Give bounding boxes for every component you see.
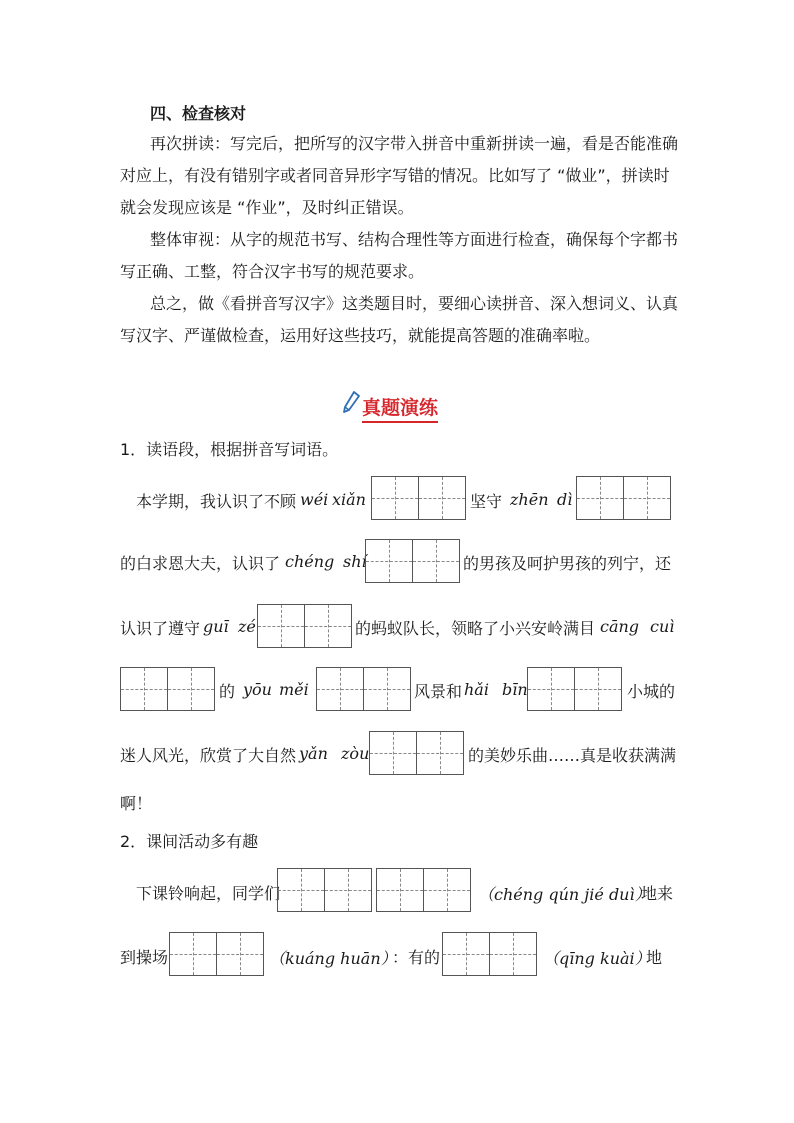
answer-grid[interactable]	[369, 731, 464, 775]
text-run: 认识了遵守	[120, 619, 201, 638]
answer-grid[interactable]	[576, 476, 671, 520]
pinyin: zòu	[341, 744, 370, 763]
pinyin: měi	[279, 680, 309, 699]
text-run: 坚守	[470, 492, 503, 511]
answer-cell[interactable]	[216, 932, 264, 976]
text-run: 的白求恩大夫，认识了	[120, 554, 281, 573]
pinyin: yǎn	[299, 744, 328, 763]
answer-cell[interactable]	[489, 932, 537, 976]
answer-cell[interactable]	[576, 476, 624, 520]
answer-cell[interactable]	[423, 868, 471, 912]
pinyin: （kuáng huān）	[269, 949, 397, 968]
answer-grid[interactable]	[120, 667, 215, 711]
answer-cell[interactable]	[527, 667, 575, 711]
answer-grid[interactable]	[365, 539, 460, 583]
answer-cell[interactable]	[369, 731, 417, 775]
answer-grid[interactable]	[527, 667, 622, 711]
pinyin: （qīng kuài）	[543, 949, 651, 968]
text-run: 地	[646, 948, 663, 967]
text-run: 风景和	[414, 682, 463, 701]
answer-cell[interactable]	[371, 476, 419, 520]
answer-cell[interactable]	[412, 539, 460, 583]
answer-grid[interactable]	[376, 868, 471, 912]
text-run: 的	[219, 682, 236, 701]
answer-cell[interactable]	[324, 868, 372, 912]
answer-cell[interactable]	[169, 932, 217, 976]
pinyin: dì	[557, 490, 573, 509]
text-run: 的美妙乐曲……真是收获满满	[468, 746, 677, 765]
text-run: 啊！	[120, 794, 153, 813]
answer-grid[interactable]	[257, 604, 352, 648]
answer-grid[interactable]	[316, 667, 411, 711]
answer-cell[interactable]	[376, 868, 424, 912]
answer-cell[interactable]	[257, 604, 305, 648]
answer-cell[interactable]	[623, 476, 671, 520]
answer-cell[interactable]	[418, 476, 466, 520]
text-run: 的男孩及呵护男孩的列宁，还	[463, 554, 672, 573]
text-run: 本学期，我认识了不顾	[136, 492, 297, 511]
answer-cell[interactable]	[120, 667, 168, 711]
pinyin: cāng	[600, 617, 640, 636]
pinyin: zé	[238, 617, 256, 636]
answer-cell[interactable]	[365, 539, 413, 583]
pinyin: yōu	[243, 680, 272, 699]
practice-title: 真题演练	[362, 393, 438, 423]
question-1-prompt: 1．读语段，根据拼音写词语。	[120, 440, 339, 459]
answer-cell[interactable]	[574, 667, 622, 711]
text-run: 迷人风光，欣赏了大自然	[120, 746, 297, 765]
paragraph-line: 对应上，有没有错别字或者同音异形字写错的情况。比如写了 “做业”，拼读时	[120, 166, 670, 185]
text-run: 小城的	[627, 682, 676, 701]
section-heading: 四、检查核对	[150, 104, 247, 123]
text-run: ：有的	[392, 948, 441, 967]
pinyin: （chéng qún jié duì）	[478, 885, 651, 904]
answer-grid[interactable]	[169, 932, 264, 976]
pinyin: chéng	[285, 552, 335, 571]
text-run: 地来	[641, 884, 674, 903]
answer-grid[interactable]	[371, 476, 466, 520]
text-run: 的蚂蚁队长，领略了小兴安岭满目	[355, 619, 596, 638]
pinyin: zhēn	[510, 490, 549, 509]
answer-grid[interactable]	[277, 868, 372, 912]
answer-cell[interactable]	[277, 868, 325, 912]
answer-cell[interactable]	[316, 667, 364, 711]
paragraph-line: 再次拼读：写完后，把所写的汉字带入拼音中重新拼读一遍，看是否能准确	[150, 134, 679, 153]
pinyin: guī	[203, 617, 229, 636]
pencil-icon	[342, 391, 360, 413]
paragraph-line: 就会发现应该是 “作业”，及时纠正错误。	[120, 198, 414, 217]
answer-cell[interactable]	[167, 667, 215, 711]
question-2-prompt: 2．课间活动多有趣	[120, 832, 259, 851]
answer-cell[interactable]	[363, 667, 411, 711]
answer-grid[interactable]	[442, 932, 537, 976]
pinyin: bīn	[502, 680, 528, 699]
pinyin: shí	[343, 552, 367, 571]
answer-cell[interactable]	[304, 604, 352, 648]
pinyin: wéi	[300, 490, 329, 509]
paragraph-line: 总之，做《看拼音写汉字》这类题目时，要细心读拼音、深入想词义、认真	[150, 294, 679, 313]
text-run: 下课铃响起，同学们	[136, 884, 281, 903]
paragraph-line: 写汉字、严谨做检查，运用好这些技巧，就能提高答题的准确率啦。	[120, 326, 601, 345]
text-run: 到操场	[120, 948, 169, 967]
paragraph-line: 整体审视：从字的规范书写、结构合理性等方面进行检查，确保每个字都书	[150, 230, 679, 249]
paragraph-line: 写正确、工整，符合汉字书写的规范要求。	[120, 262, 425, 281]
pinyin: xiǎn	[332, 490, 366, 509]
pinyin: cuì	[650, 617, 675, 636]
answer-cell[interactable]	[416, 731, 464, 775]
answer-cell[interactable]	[442, 932, 490, 976]
pinyin: hǎi	[464, 680, 489, 699]
